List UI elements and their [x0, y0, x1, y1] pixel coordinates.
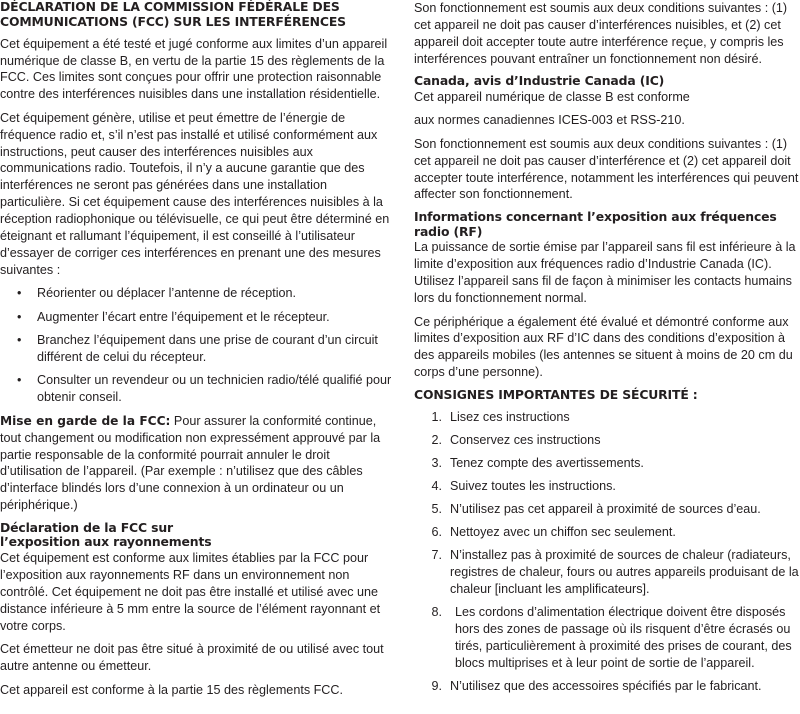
list-item-text: Consulter un revendeur ou un technicien radio/télé qualifié pour obtenir conseil. — [37, 373, 392, 405]
item-number: 6. — [431, 524, 442, 539]
bullet-icon: • — [17, 309, 22, 324]
item-text: Les cordons d’alimentation électrique doivent être disposés hors des zones de passage où ils risquent d’être écrasés ou tirés, particulièrement à proximité des prises de courant, des blocs multiprises et à leur point de sortie de l’appareil. — [455, 604, 792, 670]
item-number: 4. — [431, 478, 442, 493]
item-text: Lisez ces instructions — [450, 409, 570, 424]
item-text: Tenez compte des avertissements. — [450, 455, 644, 470]
rf-ic-paragraph-1: La puissance de sortie émise par l’appareil sans fil est inférieure à la limite d’exposition aux fréquences radio d’Industrie Canada (IC). Utilisez l’appareil sans fil de façon à minimiser les contacts humains lors du fonctionnement normal. — [414, 240, 796, 306]
rf-heading-line-1: Déclaration de la FCC sur — [0, 519, 173, 535]
fcc-caution-text: Pour assurer la conformité continue, tout changement ou modification non expressément approuvé par la partie responsable de la conformité pourrait annuler le droit d’utilisation de l’appareil. (Par exemple : n’utilisez que des câbles d’interface blindés lors d’une connexion à un ordinateur ou un périphérique.) — [0, 413, 381, 513]
list-item-text: Augmenter l’écart entre l’équipement et le récepteur. — [37, 309, 330, 324]
item-number: 3. — [431, 455, 442, 470]
list-item — [414, 455, 800, 472]
rf-ic-paragraph-2: Ce périphérique a également été évalué et démontré conforme aux limites d’exposition aux RF d’IC dans des conditions d’exposition à des appareils mobiles (les antennes se situent à moins de 20 cm du corps d’une personne). — [414, 314, 793, 380]
operation-conditions-paragraph: Son fonctionnement est soumis aux deux conditions suivantes : (1) cet appareil ne doit pas causer d’interférences nuisibles, et (2) cet appareil doit accepter toute autre interférence reçue, y compris les interférences pouvant entraîner un fonctionnement non désiré. — [414, 1, 788, 66]
item-number: 2. — [431, 432, 442, 447]
list-item — [0, 372, 392, 406]
canada-notice-heading: Canada, avis d’Industrie Canada (IC) — [414, 73, 665, 89]
list-item — [414, 409, 800, 426]
list-item — [0, 309, 392, 326]
item-text: N’utilisez pas cet appareil à proximité de sources d’eau. — [450, 501, 761, 516]
list-item — [414, 501, 800, 518]
bullet-icon: • — [17, 333, 22, 348]
canada-paragraph-1: Cet appareil numérique de classe B est conforme — [414, 89, 690, 104]
fcc-paragraph-2: Cet équipement génère, utilise et peut émettre de l’énergie de fréquence radio et, s’il n’est pas installé et utilisé conformément aux instructions, peut causer des interférences nuisibles aux communications radio. Toutefois, il n’y a aucune garantie que des interférences ne seront pas générées dans une installation particulière. Si cet équipement cause des interférences nuisibles à la réception radiophonique ou télévisuelle, ce qui peut être déterminé en éteignant et rallumant l’équipement, il est conseillé à l’utilisateur d’essayer de corriger ces interférences en prenant une des mesures suivantes : — [0, 110, 390, 277]
list-item — [414, 678, 800, 695]
rf-paragraph-2: Cet émetteur ne doit pas être situé à proximité de ou utilisé avec tout autre antenne ou émetteur. — [0, 642, 384, 674]
list-item — [414, 524, 800, 541]
rf-paragraph-1: Cet équipement est conforme aux limites établies par la FCC pour l’exposition aux rayonnements RF dans un environnement non contrôlé. Cet équipement ne doit pas être installé et utilisé avec une distance inférieure à 5 mm entre la source de l’élément rayonnant et votre corps. — [0, 551, 381, 633]
fcc-paragraph-1: Cet équipement a été testé et jugé conforme aux limites d’un appareil numérique de classe B, en vertu de la partie 15 des règlements de la FCC. Ces limites sont conçues pour offrir une protection raisonnable contre des interférences nuisibles dans une installation résidentielle. — [0, 36, 388, 102]
list-item-text: Branchez l’équipement dans une prise de courant d’un circuit différent de celui du récepteur. — [37, 333, 378, 364]
fcc-caution-paragraph — [0, 413, 392, 514]
rf-paragraph-3: Cet appareil est conforme à la partie 15 des règlements FCC. — [0, 682, 343, 697]
item-text: Nettoyez avec un chiffon sec seulement. — [450, 524, 676, 539]
item-number: 1. — [431, 409, 442, 424]
fcc-interference-heading: DÉCLARATION DE LA COMMISSION FÉDÉRALE DES COMMUNICATIONS (FCC) SUR LES INTERFÉRENCES — [0, 0, 346, 29]
fcc-caution-label: Mise en garde de la FCC: — [0, 413, 171, 428]
rf-exposure-heading — [0, 521, 392, 551]
item-number: 9. — [431, 678, 442, 693]
rf-ic-heading: Informations concernant l’exposition aux fréquences radio (RF) — [414, 208, 777, 239]
item-text: Conservez ces instructions — [450, 432, 601, 447]
item-number: 8. — [431, 604, 442, 619]
list-item — [414, 604, 800, 672]
item-text: N’utilisez que des accessoires spécifiés par le fabricant. — [450, 678, 762, 693]
list-item — [414, 432, 800, 449]
list-item — [0, 332, 392, 366]
corrective-measures-list — [0, 285, 392, 406]
rf-heading-line-2: l’exposition aux rayonnements — [0, 534, 212, 550]
bullet-icon: • — [17, 286, 22, 301]
safety-instructions-list — [414, 409, 800, 695]
item-number: 5. — [431, 501, 442, 516]
item-text: Suivez toutes les instructions. — [450, 478, 616, 493]
safety-instructions-heading: CONSIGNES IMPORTANTES DE SÉCURITÉ : — [414, 386, 698, 402]
bullet-icon: • — [17, 373, 22, 388]
left-column — [0, 0, 392, 705]
item-text: N’installez pas à proximité de sources de chaleur (radiateurs, registres de chaleur, fours ou autres appareils produisant de la chaleur [incluant les amplificateurs]. — [450, 548, 799, 596]
list-item-text: Réorienter ou déplacer l’antenne de réception. — [37, 286, 297, 301]
item-number: 7. — [431, 548, 442, 563]
list-item — [414, 478, 800, 495]
right-column — [414, 0, 800, 701]
list-item — [414, 547, 800, 598]
canada-paragraph-3: Son fonctionnement est soumis aux deux conditions suivantes : (1) cet appareil ne doit pas causer d’interférence et (2) cet appareil doit accepter toute interférence, notamment les interférences qui peuvent affecter son fonctionnement. — [414, 136, 799, 202]
canada-paragraph-2: aux normes canadiennes ICES-003 et RSS-210. — [414, 113, 685, 128]
list-item — [0, 285, 392, 302]
